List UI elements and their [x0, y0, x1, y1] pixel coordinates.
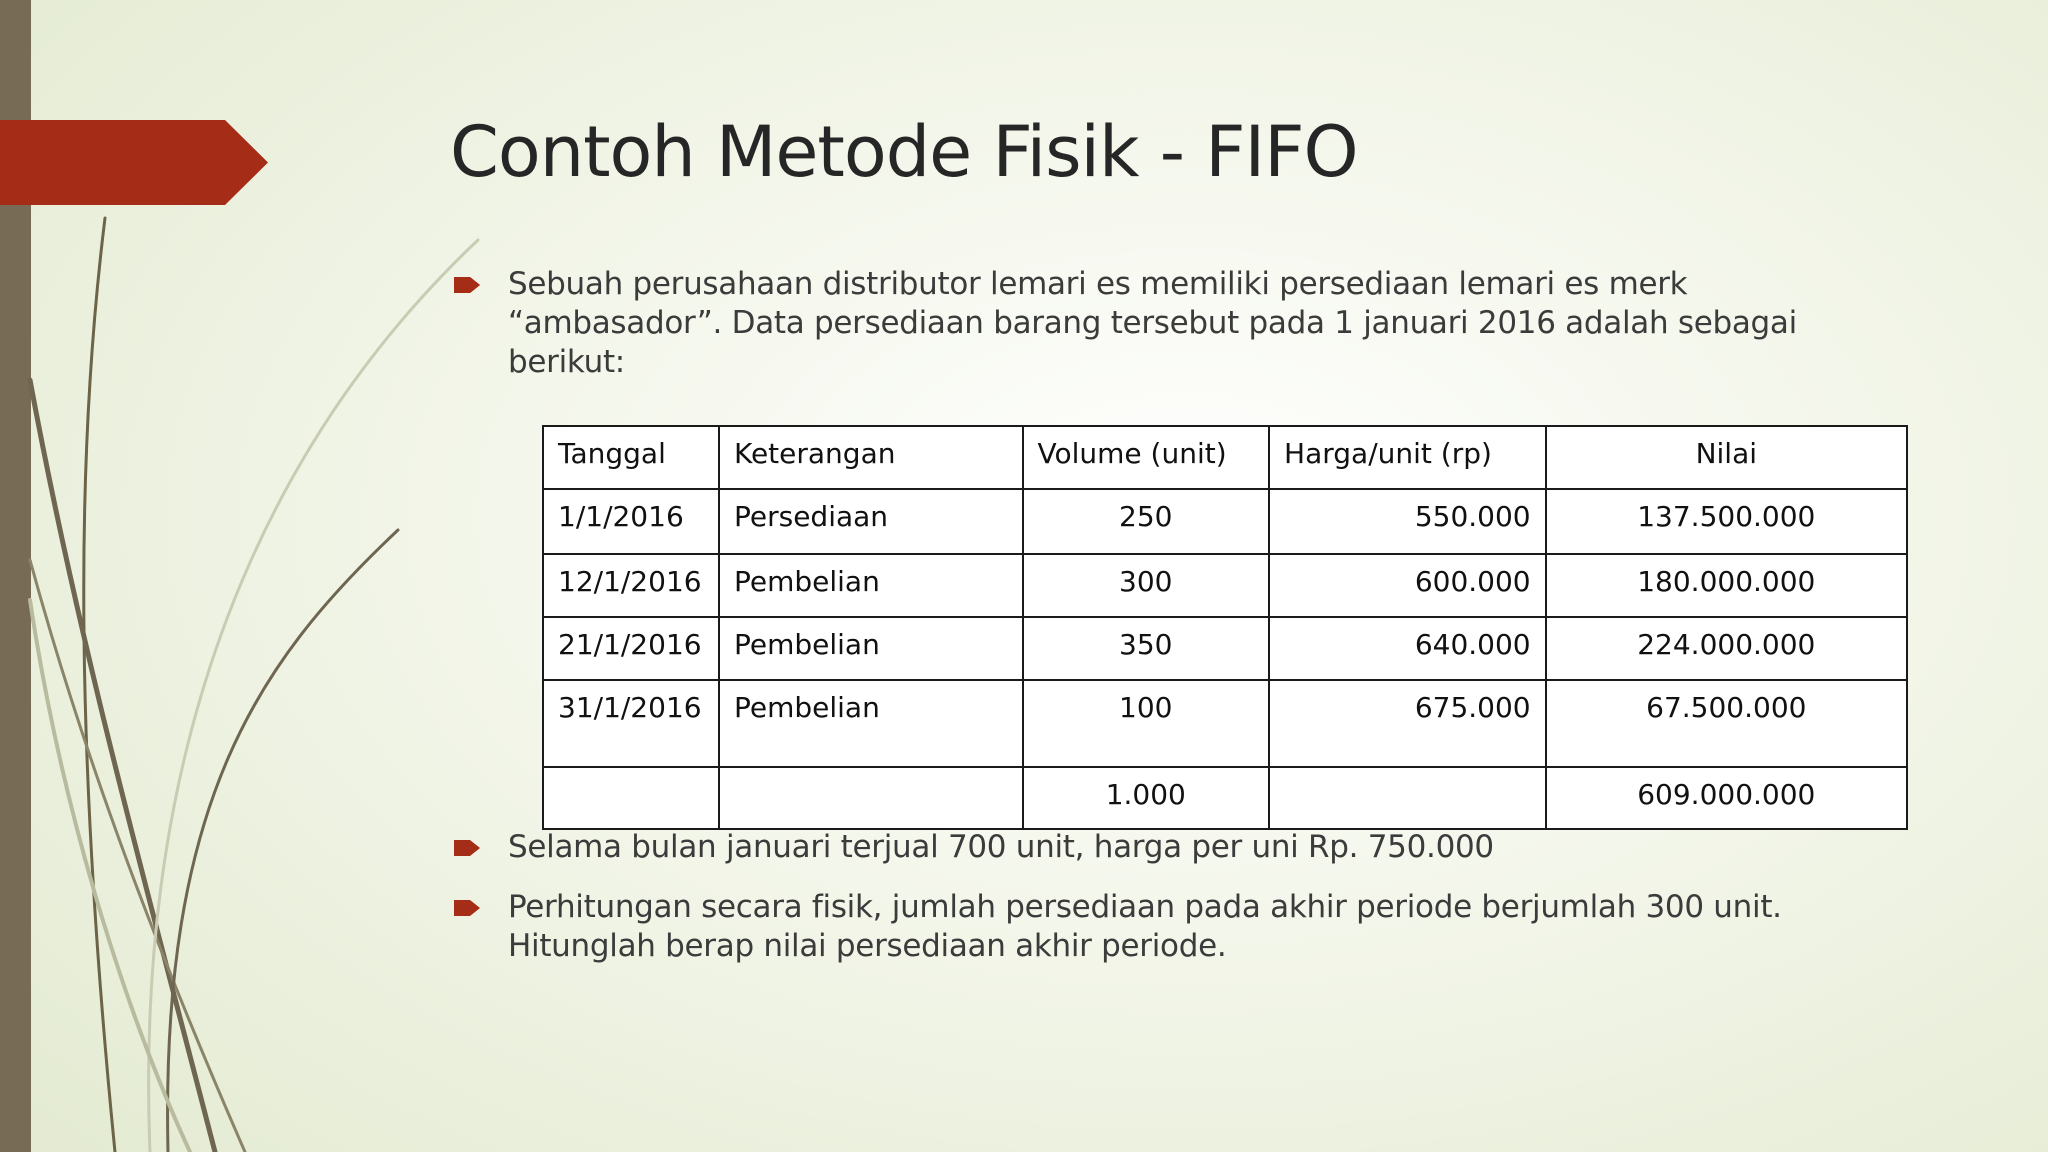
table-cell: 250 — [1023, 489, 1270, 554]
arrow-bullet-icon — [454, 840, 480, 856]
table-cell: 675.000 — [1269, 680, 1546, 767]
table-cell: 550.000 — [1269, 489, 1546, 554]
header-cell: Nilai — [1546, 426, 1907, 489]
table-cell: Persediaan — [719, 489, 1023, 554]
slide-title: Contoh Metode Fisik - FIFO — [450, 111, 1358, 193]
table-cell: 600.000 — [1269, 554, 1546, 617]
inventory-table — [542, 425, 1908, 830]
table-cell: Pembelian — [719, 680, 1023, 767]
table-cell: 12/1/2016 — [543, 554, 719, 617]
table-cell — [543, 767, 719, 829]
table-cell: 1/1/2016 — [543, 489, 719, 554]
table-cell — [719, 767, 1023, 829]
table-header-row — [543, 426, 1907, 489]
bullet-text-2: Selama bulan januari terjual 700 unit, harga per uni Rp. 750.000 — [508, 829, 1494, 865]
table-cell: 180.000.000 — [1546, 554, 1907, 617]
total-volume-cell: 1.000 — [1023, 767, 1270, 829]
bullet-item-3 — [454, 888, 1834, 966]
table-cell: 300 — [1023, 554, 1270, 617]
title-accent-tab — [0, 120, 268, 205]
table-cell — [1269, 767, 1546, 829]
arrow-bullet-icon — [454, 277, 480, 293]
table-cell: Pembelian — [719, 554, 1023, 617]
table-row — [543, 617, 1907, 680]
table-cell: 640.000 — [1269, 617, 1546, 680]
bullet-text-3: Perhitungan secara fisik, jumlah persediaan pada akhir periode berjumlah 300 unit. Hitunglah berap nilai persediaan akhir periode. — [508, 889, 1782, 964]
arrow-bullet-icon — [454, 900, 480, 916]
table-cell: 67.500.000 — [1546, 680, 1907, 767]
header-cell: Tanggal — [543, 426, 719, 489]
bullet-text-1: Sebuah perusahaan distributor lemari es memiliki persediaan lemari es merk “ambasador”. Data persediaan barang tersebut pada 1 januari 2016 adalah sebagai berikut: — [508, 266, 1797, 380]
table-row — [543, 680, 1907, 767]
table-cell: 21/1/2016 — [543, 617, 719, 680]
header-cell: Harga/unit (rp) — [1269, 426, 1546, 489]
bullet-item-2 — [454, 828, 1834, 867]
table-row — [543, 554, 1907, 617]
table-cell: 100 — [1023, 680, 1270, 767]
table-cell: 31/1/2016 — [543, 680, 719, 767]
table-cell: 137.500.000 — [1546, 489, 1907, 554]
bullet-item-1 — [454, 265, 1834, 382]
header-cell: Keterangan — [719, 426, 1023, 489]
total-value-cell: 609.000.000 — [1546, 767, 1907, 829]
table-cell: 350 — [1023, 617, 1270, 680]
header-cell: Volume (unit) — [1023, 426, 1270, 489]
table-total-row — [543, 767, 1907, 829]
table-row — [543, 489, 1907, 554]
table-cell: Pembelian — [719, 617, 1023, 680]
table-cell: 224.000.000 — [1546, 617, 1907, 680]
